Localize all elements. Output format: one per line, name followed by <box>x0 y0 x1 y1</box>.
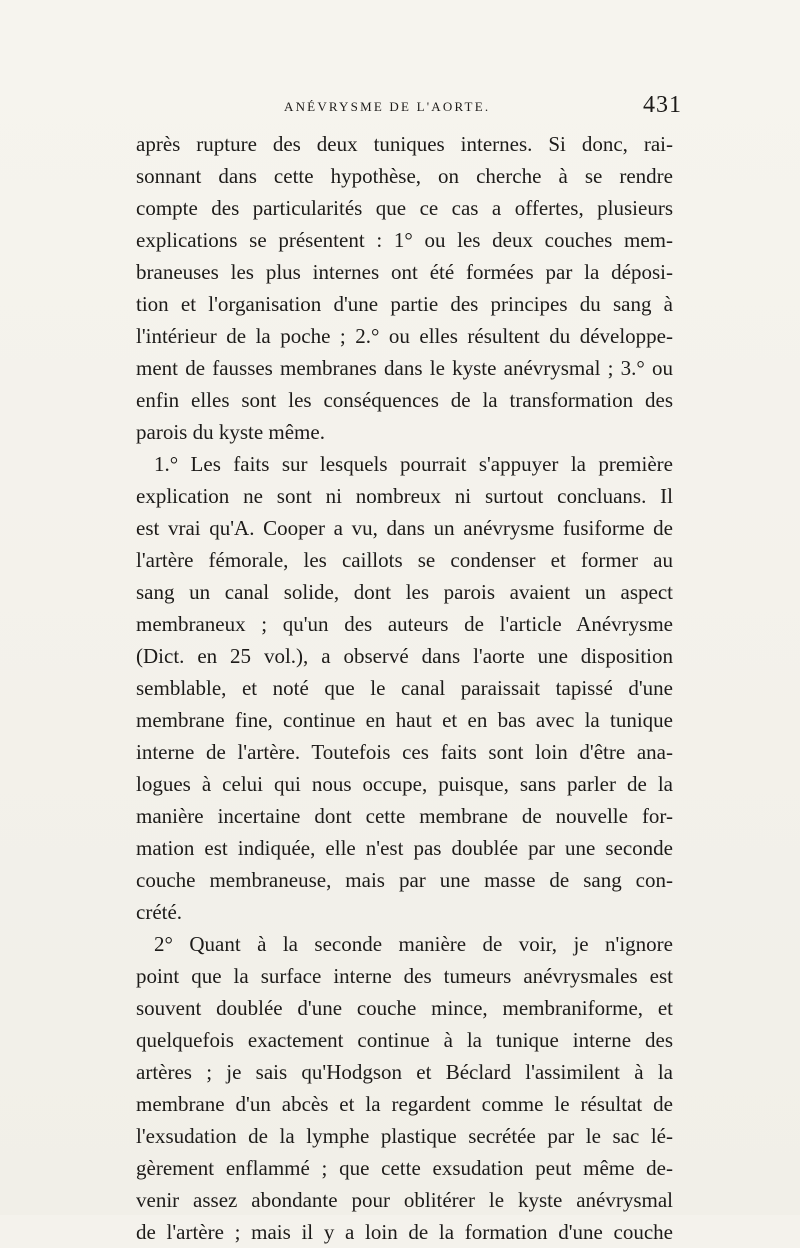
running-title: ANÉVRYSME DE L'AORTE. <box>284 99 491 114</box>
text-line: membraneux ; qu'un des auteurs de l'article Anévrysme <box>136 612 673 636</box>
text-line: interne de l'artère. Toutefois ces faits sont loin d'être ana- <box>136 740 673 764</box>
text-line: explication ne sont ni nombreux ni surtout concluans. Il <box>136 484 673 508</box>
text-line: explications se présentent : 1° ou les deux couches mem- <box>136 228 673 252</box>
text-line: manière incertaine dont cette membrane de nouvelle for- <box>136 804 673 828</box>
text-line: membrane d'un abcès et la regardent comme le résultat de <box>136 1092 673 1116</box>
text-line: braneuses les plus internes ont été formées par la déposi- <box>136 260 673 284</box>
page-number: 431 <box>643 92 682 118</box>
text-line: gèrement enflammé ; que cette exsudation peut même de- <box>136 1156 673 1180</box>
text-line: mation est indiquée, elle n'est pas doublée par une seconde <box>136 836 673 860</box>
text-line: quelquefois exactement continue à la tunique interne des <box>136 1028 673 1052</box>
text-line: l'artère fémorale, les caillots se condenser et former au <box>136 548 673 572</box>
text-line: logues à celui qui nous occupe, puisque, sans parler de la <box>136 772 673 796</box>
text-line: semblable, et noté que le canal paraissait tapissé d'une <box>136 676 673 700</box>
text-line: tion et l'organisation d'une partie des principes du sang à <box>136 292 673 316</box>
text-line: après rupture des deux tuniques internes. Si donc, rai- <box>136 132 673 156</box>
text-line: est vrai qu'A. Cooper a vu, dans un anévrysme fusiforme de <box>136 516 673 540</box>
text-line: 2° Quant à la seconde manière de voir, je n'ignore <box>154 932 673 956</box>
text-line: l'exsudation de la lymphe plastique secrétée par le sac lé- <box>136 1124 673 1148</box>
text-line: compte des particularités que ce cas a offertes, plusieurs <box>136 196 673 220</box>
text-line: point que la surface interne des tumeurs anévrysmales est <box>136 964 673 988</box>
text-line: membrane fine, continue en haut et en bas avec la tunique <box>136 708 673 732</box>
page-header <box>134 92 682 124</box>
text-line: sonnant dans cette hypothèse, on cherche à se rendre <box>136 164 673 188</box>
text-line: de l'artère ; mais il y a loin de la formation d'une couche <box>136 1220 673 1244</box>
text-line: sang un canal solide, dont les parois avaient un aspect <box>136 580 673 604</box>
text-line: 1.° Les faits sur lesquels pourrait s'appuyer la première <box>154 452 673 476</box>
text-line: souvent doublée d'une couche mince, membraniforme, et <box>136 996 673 1020</box>
text-line: crété. <box>136 900 183 924</box>
text-line: enfin elles sont les conséquences de la transformation des <box>136 388 673 412</box>
body-text <box>136 128 673 1248</box>
text-line: artères ; je sais qu'Hodgson et Béclard l'assimilent à la <box>136 1060 673 1084</box>
text-line: (Dict. en 25 vol.), a observé dans l'aorte une disposition <box>136 644 673 668</box>
text-line: l'intérieur de la poche ; 2.° ou elles résultent du développe- <box>136 324 673 348</box>
text-line: couche membraneuse, mais par une masse de sang con- <box>136 868 673 892</box>
text-line: venir assez abondante pour oblitérer le kyste anévrysmal <box>136 1188 673 1212</box>
text-line: ment de fausses membranes dans le kyste anévrysmal ; 3.° ou <box>136 356 673 380</box>
text-line: parois du kyste même. <box>136 420 325 444</box>
